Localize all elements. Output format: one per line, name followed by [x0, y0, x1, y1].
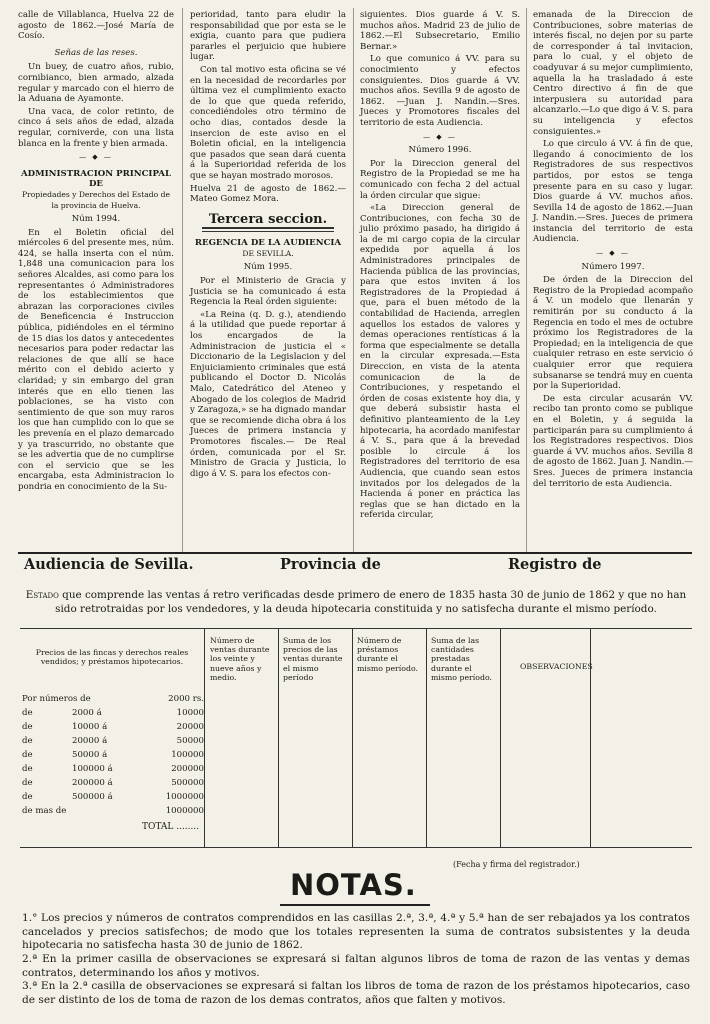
heading-regencia: REGENCIA DE LA AUDIENCIA — [194, 238, 342, 249]
col2-paragraph: «La Reina (q. D. g.), atendiendo á la utilidad que puede reportar á los encargados de la Administracion de justicia el « Diccionario de la Legislacion y del Enjuiciamiento criminales que está publicando el Doctor D. Nicolás Malo, Catedrático del Ateneo y Abogado de los colegios de Madrid y Zaragoza,» se ha dignado mandar que se recomiende dicha obra á los Jueces de primera instancia y Promotores fiscales.— De Real órden, comunicada por el Sr. Ministro de Gracia y Justicia, lo digo á V. S. para los efectos con- — [190, 309, 346, 479]
item-number: Número 1996. — [408, 145, 472, 156]
column-2 — [190, 10, 346, 481]
table-cell: 100000 á — [72, 764, 113, 774]
table-row — [22, 708, 202, 719]
notas-rule — [280, 904, 430, 906]
column-divider — [182, 8, 183, 553]
estado-description — [20, 588, 692, 616]
col1-paragraph: calle de Villablanca, Huelva 22 de agosto de 1862.—José María de Cosío. — [18, 10, 174, 42]
col-header-suma-ventas: Suma de los precios de las ventas durante el mismo período — [283, 636, 343, 682]
col1-paragraph: Una vaca, de color retinto, de cinco á seis años de edad, alzada regular, corniverde, con una lista blanca en la frente y bien armada. — [18, 106, 174, 149]
registro-label: Registro de — [508, 556, 602, 573]
table-cell: de — [22, 764, 33, 774]
col1-paragraph: En el Boletin oficial del miércoles 6 del presente mes, núm. 424, se halla inserta con el núm. 1,848 una comunicacion para los señores Alcaldes, asi como para los representantes ó Administradores de los establecimientos que abrazan las corporaciones civiles de Beneficencia é Instruccion pública, pidiéndoles en el término de 15 dias los datos y antecedentes necesarios para poder redactar las relaciones de que allí se hace mérito con el debido acierto y claridad; y sin embargo del gran interés que en ello tienen las poblaciones, se ha visto con sentimiento de que son muy raros los que han cumplido con lo que se les prevenía en el plazo demarcado y ya trascurrido, no obstante que se les advertia que de no cumplirse con el servicio que se les encargaba, esta Administracion lo pondria en conocimiento de la Su- — [18, 227, 174, 492]
table-cell: 2000 rs. — [168, 694, 204, 704]
table-cell: de — [22, 736, 33, 746]
table-column-rule — [204, 628, 205, 847]
table-row — [22, 806, 202, 817]
heading-senas-reses: Señas de las reses. — [54, 47, 138, 58]
table-column-rule — [500, 628, 501, 847]
provincia-label: Provincia de — [280, 556, 381, 573]
table-row — [22, 750, 202, 761]
audiencia-label: Audiencia de Sevilla. — [24, 556, 194, 573]
table-column-rule — [426, 628, 427, 847]
table-column-rule — [352, 628, 353, 847]
col4-paragraph: Lo que circulo á VV. á fin de que, llegando á conocimiento de los Registradores de sus respectivos partidos, por estos se tenga presente para en su caso y lugar. Dios guarde á VV. muchos años. Sevilla 14 de agosto de 1862.—Juan J. Nandin.—Sres. Jueces de primera instancia del territorio de esta Audiencia. — [533, 139, 693, 245]
table-cell: Por números de — [22, 694, 91, 704]
table-cell: de mas de — [22, 806, 67, 816]
table-cell: de — [22, 792, 33, 802]
table-cell: de — [22, 778, 33, 788]
col3-paragraph: Lo que comunico á VV. para su conocimiento y efectos consiguientes. Dios guarde á VV. muchos años. Sevilla 9 de agosto de 1862. —Juan J. Nandin.—Sres. Jueces y Promotores fiscales del territorio de esta Audiencia. — [360, 54, 520, 128]
note-item: 1.° Los precios y números de contratos comprendidos en las casillas 2.ª, 3.ª, 4.ª y 5.ª han de ser rebajados ya los contratos cancelados y precios satisfechos; de modo que los totales representen la suma de contratos subsistentes y la deuda hipotecaria no satisfecha hasta 30 de junio de 1862. — [22, 912, 690, 952]
table-column-rule — [590, 628, 591, 847]
note-item: 2.ª En la primer casilla de observaciones se expresará si faltan algunos libros de toma de razon de las ventas y demas contratos, determinando los años y motivos. — [22, 953, 690, 979]
table-cell: 10000 — [176, 708, 204, 718]
col-header-observaciones: OBSERVACIONES — [520, 662, 593, 671]
col-header-numero-prestamos: Número de préstamos durante el mismo período. — [357, 636, 419, 673]
table-total: TOTAL ........ — [142, 822, 200, 832]
note-item: 3.ª En la 2.ª casilla de observaciones se expresará si faltan los libros de toma de razon de los préstamos hipotecarios, caso de ser distinto de los de toma de razon de los demas contratos, años que falten y motivos. — [22, 980, 690, 1006]
column-divider — [353, 8, 354, 553]
table-cell: de — [22, 722, 33, 732]
table-column-rule — [278, 628, 279, 847]
section-title: Tercera seccion. — [208, 211, 328, 227]
heading-regencia-sub: DE SEVILLA. — [242, 248, 294, 258]
table-cell: 500000 á — [72, 792, 113, 802]
table-cell: 500000 — [171, 778, 204, 788]
table-cell: 100000 — [171, 750, 204, 760]
col-header-numero-ventas: Número de ventas durante los veinte y nueve años y medio. — [210, 636, 270, 682]
table-rule — [20, 628, 692, 629]
col-header-precios: Precios de las fincas y derechos reales vendidos; y préstamos hipotecarios. — [35, 648, 189, 667]
col3-paragraph: «La Direccion general de Contribuciones, con fecha 30 de julio próximo pasado, ha dirigido á la de mi cargo copia de la circular expedida por aquella á los Administradores principales de Hacienda pública de las provincias, para que estos inviten á los Registradores de la Propiedad á que, para el buen método de la contabilidad de Hacienda, arreglen aquellos los estados de valores y demas operaciones rentísticas á la forma que especialmente se detalla en la circular expresada.—Esta Direccion, en vista de la atenta comunicacion de la de Contribuciones, y respetando el órden de cosas existente hoy dia, y que deberá subsistir hasta el definitivo planteamiento de la Ley hipotecaria, ha acordado manifestar á V. S., para que á la brevedad posible lo circule á los Registradores del territorio de esa Audiencia, que cuando sean estos invitados por los delegados de la Hacienda á poner en práctica las reglas que se han dictado en la referida circular, — [360, 203, 520, 521]
separator: — ◆ — — [423, 132, 457, 141]
column-3 — [360, 10, 520, 523]
table-row — [22, 778, 202, 789]
col-header-suma-prestamos: Suma de las cantidades prestadas durante el mismo período. — [431, 636, 493, 682]
firma-note: (Fecha y firma del registrador.) — [453, 860, 580, 869]
item-number: Núm 1994. — [71, 214, 121, 225]
table-cell: 200000 — [171, 764, 204, 774]
section-rule — [202, 227, 334, 232]
table-cell: 200000 á — [72, 778, 113, 788]
column-4 — [533, 10, 693, 491]
table-row — [22, 722, 202, 733]
heading-administracion: ADMINISTRACION PRINCIPAL DE — [20, 168, 172, 190]
estado-first-word: Estado — [25, 589, 59, 601]
form-header-band — [18, 552, 692, 576]
table-row — [22, 736, 202, 747]
table-cell: de — [22, 708, 33, 718]
table-cell: de — [22, 750, 33, 760]
item-number: Núm 1995. — [243, 262, 293, 273]
col1-paragraph: Un buey, de cuatro años, rubio, cornibianco, bien armado, alzada regular y marcado con el hierro de la Aduana de Ayamonte. — [18, 62, 174, 105]
heading-administracion-sub: Propiedades y Derechos del Estado de la provincia de Huelva. — [21, 189, 170, 210]
item-number: Número 1997. — [581, 261, 645, 272]
table-cell: 20000 á — [72, 736, 108, 746]
table-cell: 50000 á — [72, 750, 108, 760]
estado-text: que comprende las ventas á retro verificadas desde primero de enero de 1835 hasta 30 de junio de 1862 y que no han sido retrotraidas por los vendedores, y la deuda hipotecaria constituida y no satisfecha durante el mismo período. — [55, 589, 687, 615]
col3-paragraph: siguientes. Dios guarde á V. S. muchos años. Madrid 23 de julio de 1862.—El Subsecretario, Emilio Bernar.» — [360, 10, 520, 52]
signature: Huelva 21 de agosto de 1862.— Mateo Gomez Mora. — [190, 183, 346, 205]
col2-paragraph: perioridad, tanto para eludir la responsabilidad que por esta se le exigia, cuanto para que pudiera pararles el perjuicio que hubiere lugar. — [190, 10, 346, 63]
table-cell: 2000 á — [72, 708, 102, 718]
table-row — [22, 764, 202, 775]
registry-table — [20, 628, 692, 848]
column-1 — [18, 10, 174, 495]
col4-paragraph: De órden de la Direccion del Registro de la Propiedad acompaño á V. un modelo que llenarán y remitirán por su conducto á la Regencia en todo el mes de octubre próximo los Registradores de la Propiedad; en la inteligencia de que cualquier retraso en este servicio ó cualquier error que requiera subsanarse se tendrá muy en cuenta por la Superioridad. — [533, 275, 693, 392]
separator: — ◆ — — [596, 249, 630, 258]
notas-title: NOTAS. — [290, 868, 417, 902]
col3-paragraph: Por la Direccion general del Registro de la Propiedad se me ha comunicado con fecha 2 del actual la órden circular que sigue: — [360, 158, 520, 201]
col2-paragraph: Por el Ministerio de Gracia y Justicia se ha comunicado á esta Regencia la Real órden siguiente: — [190, 276, 346, 308]
table-row — [22, 792, 202, 803]
table-cell: 1000000 — [165, 792, 204, 802]
col4-paragraph: De esta circular acusarán VV. recibo tan pronto como se publique en el Boletin, y á seguida la participarán para su cumplimiento á los Registradores respectivos. Dios guarde á VV. muchos años. Sevilla 8 de agosto de 1862. Juan J. Nandin.—Sres. Jueces de primera instancia del territorio de esta Audiencia. — [533, 393, 693, 489]
col2-paragraph: Con tal motivo esta oficina se vé en la necesidad de recordarles por última vez el cumplimiento exacto de lo que que queda referido, concediéndoles otro término de ocho dias, contados desde la insercion de este aviso en el Boletin oficial, en la inteligencia que pasados que sean dará cuenta á la Superioridad referida de los que se hayan mostrado morosos. — [190, 64, 346, 181]
table-cell: 20000 — [176, 722, 204, 732]
table-cell: 50000 — [176, 736, 204, 746]
table-rule — [20, 847, 692, 848]
separator: — ◆ — — [79, 153, 113, 162]
table-cell: 1000000 — [165, 806, 204, 816]
col4-paragraph: emanada de la Direccion de Contribuciones, sobre materias de interés fiscal, no dejen por su parte de corresponder á tal invitacion, para lo cual, y el objeto de coadyuvar á su mejor cumplimiento, aquella la ha trasladado á este Centro directivo á fin de que interpusiera su autoridad para alcanzarlo.—Lo que digo á V. S. para su inteligencia y efectos consiguientes.» — [533, 10, 693, 137]
table-cell: 10000 á — [72, 722, 108, 732]
table-row — [22, 694, 202, 705]
column-divider — [526, 8, 527, 553]
